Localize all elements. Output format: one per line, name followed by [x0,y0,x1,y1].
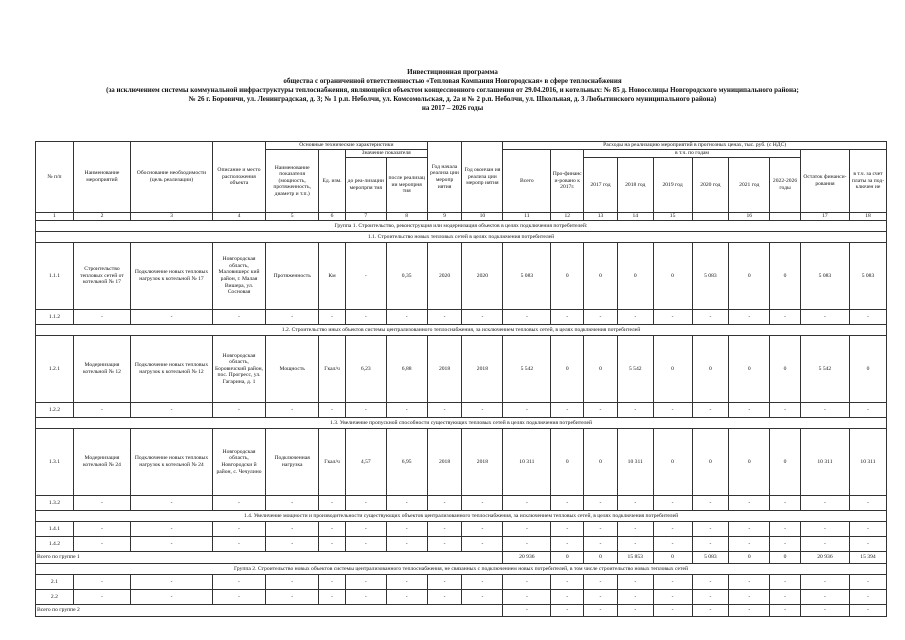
table-cell: - [212,403,265,418]
table-cell: 6,95 [386,429,427,496]
table-cell: - [73,310,130,325]
table-cell: - [266,496,319,511]
table-cell: - [800,310,849,325]
total-cell: - [653,605,692,617]
table-cell: - [729,575,770,590]
doc-scope-line2: № 26 г. Боровичи, ул. Ленинградская, д. 3; № 1 р.п. Неболчи, ул. Комсомольская, д. 2а и № 2 р.п. Неболчи, ул. Школьная, д. 3 Любытинского муниципального района) [188,95,717,103]
table-cell: 0 [729,429,770,496]
table-cell: - [462,522,503,537]
table-row [36,243,887,310]
col-by-years-header: в т.ч. по годам [584,150,801,158]
table-cell: 5 542 [503,336,551,403]
table-cell: - [131,575,213,590]
table-cell: Подключение новых тепловых нагрузок к котельной № 12 [131,336,213,403]
table-cell: - [503,522,551,537]
colnum-cell: 5 [266,213,319,221]
table-cell: Подключение новых тепловых нагрузок к котельной № 17 [131,243,213,310]
table-cell: - [73,403,130,418]
table-cell: - [345,243,386,310]
table-cell: 5 083 [692,243,729,310]
table-row [36,575,887,590]
table-cell: 2020 [427,243,462,310]
total-cell: 15 853 [617,552,653,564]
table-cell: - [584,403,618,418]
col-expenses-header: Расходы на реализацию мероприятий в прогнозных ценах, тыс. руб. (с НДС) [503,142,887,150]
table-cell: - [551,537,584,552]
table-cell: - [617,575,653,590]
table-cell: - [584,310,618,325]
table-cell: - [503,590,551,605]
table-cell: - [800,403,849,418]
colnum-cell: 9 [427,213,462,221]
table-cell: - [266,403,319,418]
column-numbers-row [36,213,887,221]
total-cell: - [617,605,653,617]
table-cell: - [617,496,653,511]
table-cell: - [849,575,886,590]
table-cell: - [617,403,653,418]
table-cell: 6,88 [386,336,427,403]
col-unit-header: Ед. изм. [319,150,346,213]
table-cell: 0 [584,243,618,310]
colnum-cell: 11 [503,213,551,221]
table-cell: - [266,522,319,537]
table-cell: - [462,590,503,605]
col-tech-header: Основные технические характеристики [266,142,428,150]
table-cell: - [692,496,729,511]
section-1-4-heading: 1.4. Увеличение мощности и производительности существующих объектов централизованного теплоснабжения, за исключением тепловых сетей, в целях подключения потребителей [36,511,887,522]
table-cell: - [462,575,503,590]
col-total-header: Всего [503,150,551,213]
table-cell: 10 311 [849,429,886,496]
table-cell: - [849,496,886,511]
col-fee-header: в т.ч. за счет платы за под-ключен ие [849,150,886,213]
table-cell: 1.2.2 [36,403,74,418]
table-cell: - [551,575,584,590]
col-year-end-header: Год окончан ия реализа ции меропр иятия [462,142,503,213]
group-2-heading: Группа 2. Строительство новых объектов системы централизованного теплоснабжения, не связанных с подключением новых потребителей, в том числе строительство новых тепловых сетей [36,564,887,575]
table-cell: - [692,590,729,605]
group-1-heading: Группа 1. Строительство, реконструкция или модернизация объектов в целях подключения потребителей: [36,221,887,232]
table-cell: - [584,496,618,511]
total-cell: - [770,605,801,617]
table-cell: 0 [729,243,770,310]
table-cell: - [462,496,503,511]
table-cell: - [212,537,265,552]
col-basis-header: Обоснование необходимости (цель реализации) [131,142,213,213]
table-cell: 10 311 [503,429,551,496]
table-cell: - [503,496,551,511]
table-cell: - [319,310,346,325]
table-cell: 1.4.2 [36,537,74,552]
table-cell: - [584,522,618,537]
table-row [36,336,887,403]
table-cell: - [266,310,319,325]
table-cell: 0 [584,336,618,403]
table-cell: - [131,522,213,537]
colnum-cell: 4 [212,213,265,221]
colnum-cell: 16 [729,213,770,221]
table-cell: - [729,310,770,325]
table-cell: 0,35 [386,243,427,310]
table-cell: - [319,522,346,537]
table-cell: - [266,590,319,605]
total-label: Всего по группе 1 [36,552,503,564]
table-cell: - [427,590,462,605]
table-cell: - [131,403,213,418]
colnum-cell: 13 [584,213,618,221]
total-cell: - [800,605,849,617]
table-cell: 1.3.1 [36,429,74,496]
table-cell: 1.4.1 [36,522,74,537]
colnum-cell: 18 [849,213,886,221]
table-cell: - [849,590,886,605]
table-cell: - [729,537,770,552]
table-cell: - [849,537,886,552]
table-cell: 2018 [462,429,503,496]
table-cell: 1.1.1 [36,243,74,310]
table-cell: - [770,590,801,605]
table-cell: - [73,590,130,605]
table-cell: 0 [653,243,692,310]
table-cell: Подключение новых тепловых нагрузок к котельной № 24 [131,429,213,496]
investment-table [35,141,887,617]
table-cell: - [503,537,551,552]
section-1-2-heading: 1.2. Строительство иных объектов системы централизованного теплоснабжения, за исключением тепловых сетей, в целях подключения потребителей [36,325,887,336]
table-cell: - [319,537,346,552]
doc-period: на 2017 – 2026 годы [421,104,484,112]
table-cell: - [692,575,729,590]
table-cell: - [617,537,653,552]
table-cell: - [131,496,213,511]
table-cell: - [551,496,584,511]
table-cell: - [800,575,849,590]
total-cell: 15 394 [849,552,886,564]
table-cell: 0 [770,336,801,403]
total-cell: 20 936 [800,552,849,564]
table-cell: - [503,575,551,590]
col-2020-header: 2020 год [692,158,729,213]
table-cell: - [73,575,130,590]
table-cell: - [212,575,265,590]
table-cell: - [770,310,801,325]
colnum-cell: 8 [386,213,427,221]
total-cell: 20 936 [503,552,551,564]
table-cell: - [345,575,386,590]
table-cell: - [729,403,770,418]
colnum-cell: 3 [131,213,213,221]
table-cell: - [800,590,849,605]
total-cell: - [584,605,618,617]
colnum-cell: 17 [800,213,849,221]
table-cell: Км [319,243,346,310]
col-2018-header: 2018 год [617,158,653,213]
table-cell: 4,57 [345,429,386,496]
col-after-header: после реализац ии меропрня тия [386,158,427,213]
col-2017-header: 2017 год [584,158,618,213]
table-cell: - [345,590,386,605]
table-cell: - [427,496,462,511]
table-cell: 2.1 [36,575,74,590]
table-cell: - [729,590,770,605]
table-cell: - [266,575,319,590]
table-cell: - [800,522,849,537]
table-cell: Подключенная нагрузка [266,429,319,496]
table-cell: 10 311 [800,429,849,496]
table-cell: - [386,575,427,590]
table-cell: 10 311 [617,429,653,496]
table-cell: - [345,537,386,552]
table-cell: - [551,590,584,605]
table-cell: - [617,310,653,325]
table-cell: - [800,537,849,552]
table-cell: - [427,403,462,418]
table-cell: - [692,522,729,537]
total-cell: 0 [584,552,618,564]
total-cell: - [551,605,584,617]
col-year-start-header: Год начала реализа ции меропр иятия [427,142,462,213]
col-location-header: Описание и место расположения объекта [212,142,265,213]
table-cell: 1.2.1 [36,336,74,403]
table-cell: 1.3.2 [36,496,74,511]
table-cell: - [503,403,551,418]
colnum-cell: 14 [617,213,653,221]
table-cell: - [386,537,427,552]
table-cell: - [584,537,618,552]
table-cell: - [770,522,801,537]
group-2-total-row [36,605,887,617]
col-before-header: до реа-лизации меропрпя тия [345,158,386,213]
total-cell: - [729,605,770,617]
total-cell: 0 [729,552,770,564]
colnum-cell: 1 [36,213,74,221]
table-cell: - [345,403,386,418]
table-cell: - [692,310,729,325]
table-cell: 0 [584,429,618,496]
colnum-cell: 6 [319,213,346,221]
table-row [36,537,887,552]
total-label: Всего по группе 2 [36,605,503,617]
table-cell: Гкал/ч [319,336,346,403]
table-cell: Модернизация котельной № 24 [73,429,130,496]
table-cell: - [849,310,886,325]
header-row-1 [36,142,887,150]
table-cell: - [617,522,653,537]
table-cell: - [551,403,584,418]
table-cell: - [73,522,130,537]
table-cell: - [692,403,729,418]
table-cell: - [319,590,346,605]
colnum-cell: 7 [345,213,386,221]
table-cell: - [653,575,692,590]
colnum-cell: 15 [653,213,692,221]
table-cell: 0 [849,336,886,403]
table-cell: - [386,310,427,325]
table-cell: 0 [551,429,584,496]
table-cell: - [551,522,584,537]
table-row [36,310,887,325]
table-cell: - [617,590,653,605]
table-cell: 5 083 [849,243,886,310]
table-cell: - [319,575,346,590]
table-cell: - [584,575,618,590]
table-cell: 0 [551,336,584,403]
colnum-cell: 12 [551,213,584,221]
table-cell: - [427,537,462,552]
total-cell: 5 083 [692,552,729,564]
table-cell: - [551,310,584,325]
table-cell: Новгородская область, Маловишерс кий район, г. Малая Вишера, ул. Сосновая [212,243,265,310]
table-cell: - [653,496,692,511]
table-cell: - [266,537,319,552]
table-cell: 0 [729,336,770,403]
table-cell: - [345,496,386,511]
table-cell: - [729,496,770,511]
table-cell: - [770,575,801,590]
table-cell: 2020 [462,243,503,310]
table-cell: 0 [692,429,729,496]
table-cell: 2018 [462,336,503,403]
table-cell: Мощность [266,336,319,403]
doc-subtitle: общества с ограниченной ответственностью «Тепловая Компания Новгородская» в сфере теплоснабжения [283,77,622,85]
col-2022-header: 2022-2026 годы [770,158,801,213]
section-1-3-heading: 1.3. Увеличение пропускной способности существующих тепловых сетей в целях подключения потребителей [36,418,887,429]
doc-scope-line1: (за исключением системы коммунальной инфраструктуры теплоснабжения, являющейся объектом концессионного соглашения от 29.04.2016, и котельных: № 85 д. Новоселицы Новгородского муниципального района; [106,86,799,94]
table-cell: - [729,522,770,537]
table-cell: - [212,522,265,537]
table-cell: 6,23 [345,336,386,403]
table-cell: - [386,590,427,605]
table-cell: - [212,310,265,325]
table-cell: 5 083 [503,243,551,310]
table-cell: - [849,403,886,418]
table-cell: - [770,496,801,511]
table-cell: 0 [770,429,801,496]
table-row [36,496,887,511]
total-cell: - [849,605,886,617]
colnum-cell [692,213,729,221]
section-1-1-heading: 1.1. Строительство новых тепловых сетей в целях подключения потребителей [36,232,887,243]
total-cell: - [692,605,729,617]
table-cell: 0 [653,336,692,403]
table-cell: - [653,403,692,418]
col-param-header: Наименование показателя (мощность, протяженность, диаметр и т.п.) [266,150,319,213]
total-cell: 0 [551,552,584,564]
group-1-total-row [36,552,887,564]
table-cell: 5 083 [800,243,849,310]
total-cell: 0 [770,552,801,564]
table-cell: 0 [692,336,729,403]
col-2021-header: 2021 год [729,158,770,213]
table-cell: - [427,575,462,590]
table-cell: - [427,522,462,537]
total-cell: - [503,605,551,617]
col-remain-header: Остаток финанси-рования [800,150,849,213]
col-name-header: Наименование мероприятий [73,142,130,213]
colnum-cell: 10 [462,213,503,221]
table-row [36,403,887,418]
table-cell: 0 [653,429,692,496]
table-cell: - [849,522,886,537]
col-financed-header: Про-финанс и-ровано к 2017г. [551,150,584,213]
table-cell: 2018 [427,336,462,403]
table-cell: - [653,537,692,552]
colnum-cell: 2 [73,213,130,221]
table-cell: - [584,590,618,605]
table-cell: 2.2 [36,590,74,605]
col-2019-header: 2019 год [653,158,692,213]
table-cell: Строительство тепловых сетей от котельной № 17 [73,243,130,310]
total-cell: 0 [653,552,692,564]
table-cell: 0 [551,243,584,310]
table-cell: - [345,310,386,325]
table-cell: - [345,522,386,537]
table-cell: - [386,522,427,537]
table-cell: - [212,496,265,511]
table-cell: - [653,590,692,605]
table-cell: - [319,496,346,511]
col-value-header: Значение показателя [345,150,427,158]
table-cell: - [462,537,503,552]
table-cell: - [131,537,213,552]
table-cell: Новгородская область, Новгородски й район, с. Чечулино [212,429,265,496]
table-cell: - [692,537,729,552]
table-cell: 1.1.2 [36,310,74,325]
table-cell: Гкал/ч [319,429,346,496]
table-row [36,522,887,537]
table-cell: - [386,403,427,418]
table-row [36,429,887,496]
table-cell: - [427,310,462,325]
table-row [36,590,887,605]
table-cell: - [131,310,213,325]
colnum-cell [770,213,801,221]
table-cell: - [462,403,503,418]
table-cell: Протяженность [266,243,319,310]
table-cell: - [319,403,346,418]
table-cell: - [770,403,801,418]
table-cell: - [73,537,130,552]
table-cell: - [386,496,427,511]
table-cell: - [770,537,801,552]
table-cell: 0 [770,243,801,310]
table-cell: 5 542 [800,336,849,403]
table-cell: - [503,310,551,325]
table-cell: - [462,310,503,325]
table-cell: - [131,590,213,605]
table-cell: 0 [617,243,653,310]
doc-title: Инвестиционная программа [407,68,498,76]
table-cell: - [653,522,692,537]
table-cell: - [73,496,130,511]
table-cell: - [800,496,849,511]
table-cell: - [212,590,265,605]
table-cell: Модернизация котельной № 12 [73,336,130,403]
table-cell: - [653,310,692,325]
col-num-header: № п/п [36,142,74,213]
table-cell: 5 542 [617,336,653,403]
table-cell: Новгородская область, Боровичский район, пос. Прогресс, ул. Гагарина, д. 1 [212,336,265,403]
table-cell: 2018 [427,429,462,496]
